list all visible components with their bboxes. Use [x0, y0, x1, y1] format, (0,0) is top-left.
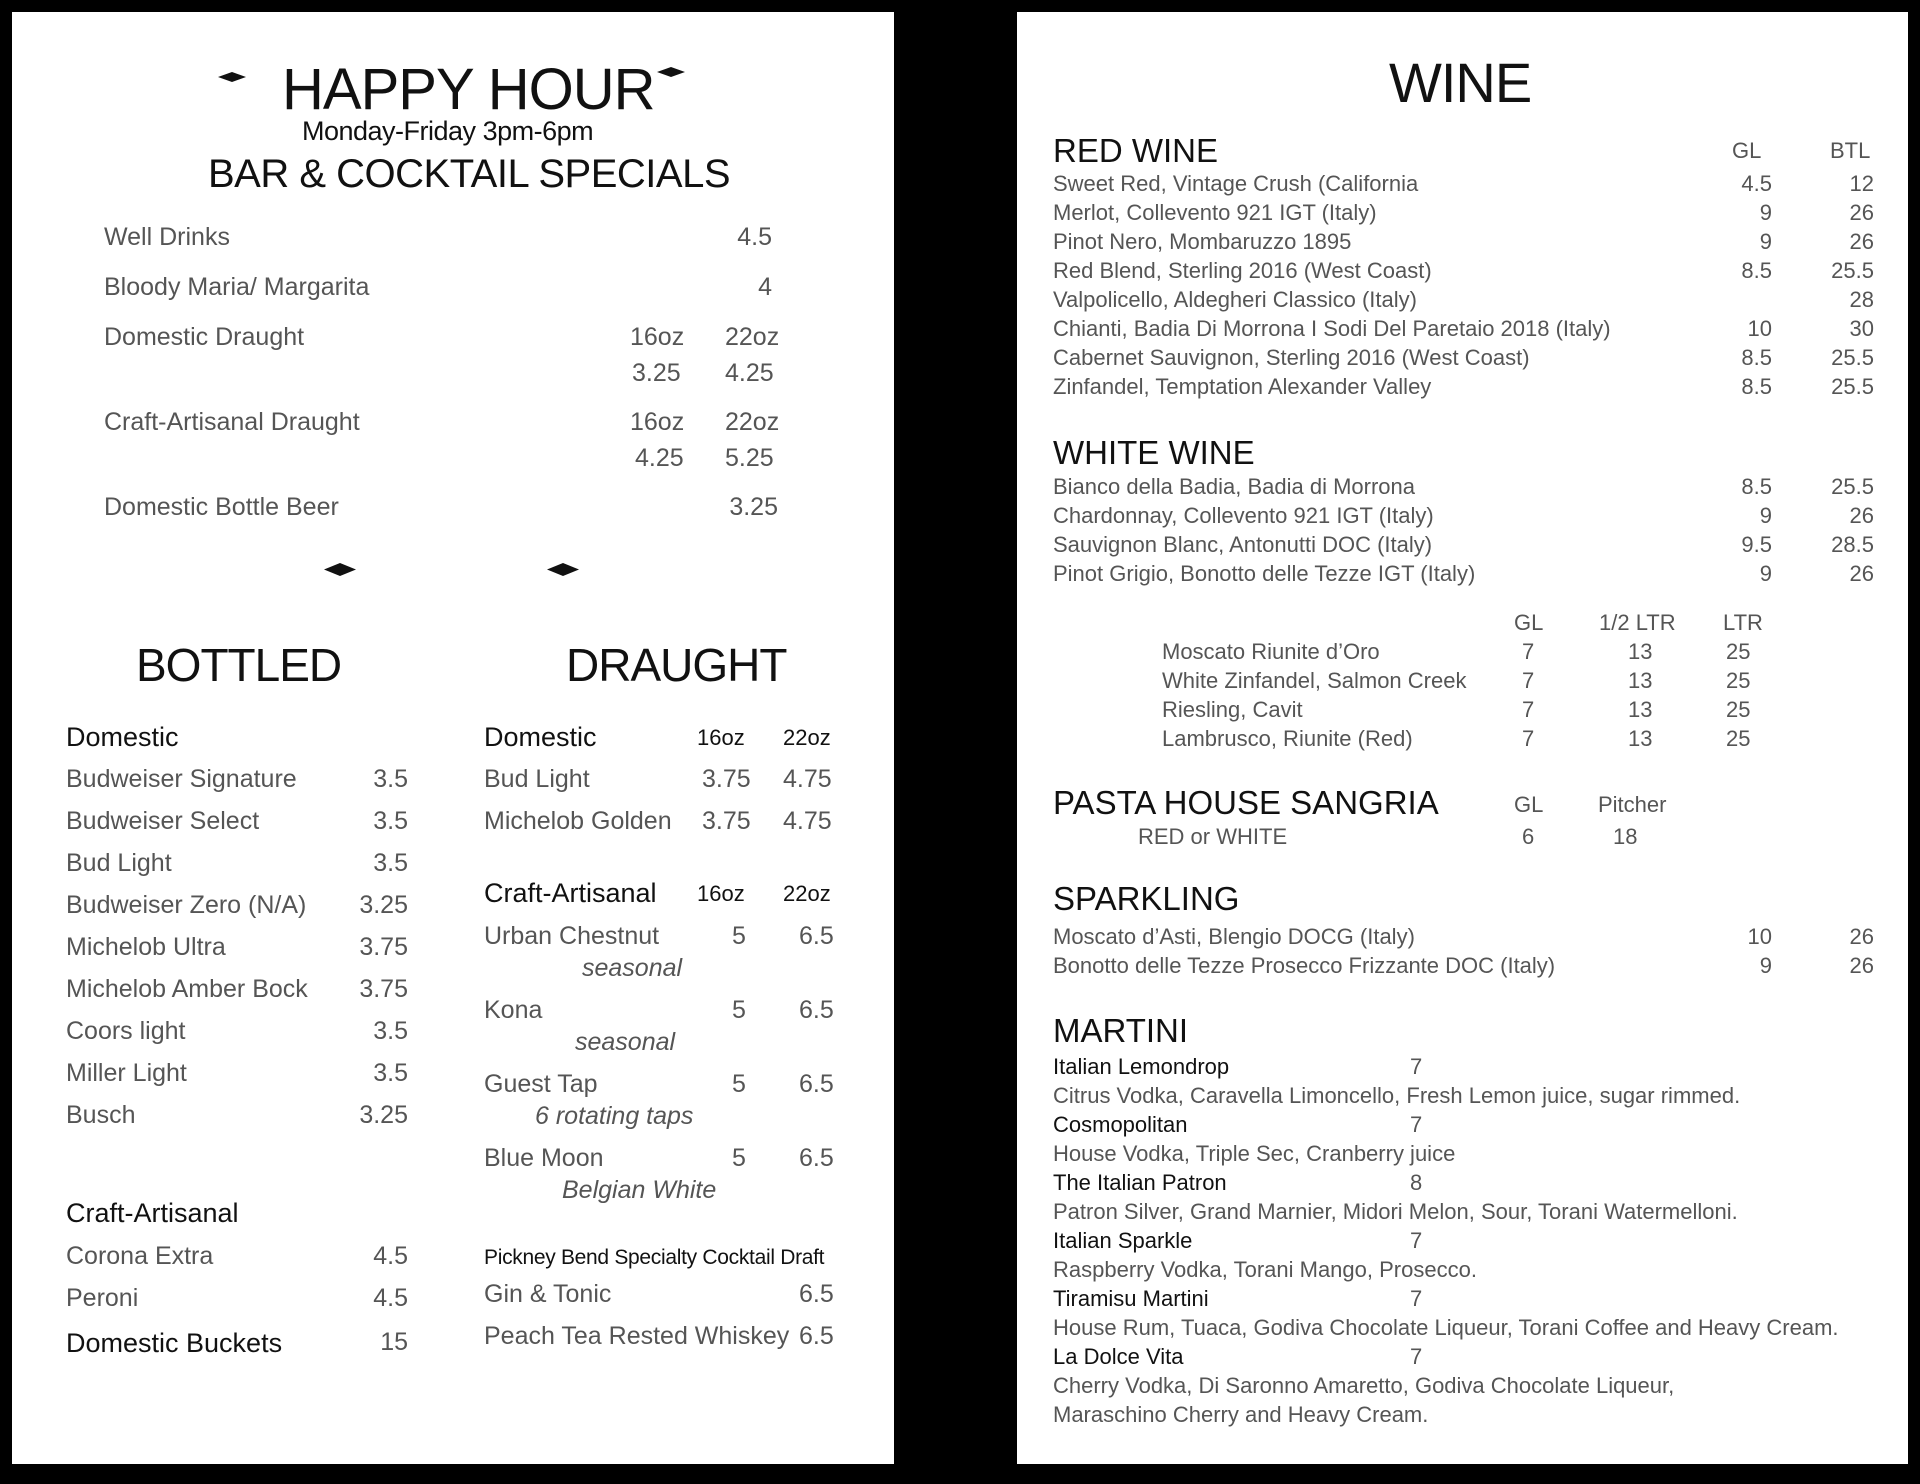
happy-hour-title: HAPPY HOUR [282, 57, 655, 122]
hh-price: 4.25 [635, 444, 684, 472]
bottled-item-name: Busch [66, 1101, 136, 1129]
house-col-header: LTR [1723, 610, 1763, 635]
hh-item-price: 4.5 [737, 223, 772, 251]
draught-item-price: 6.5 [799, 922, 834, 950]
bottled-item-price: 4.5 [373, 1242, 408, 1270]
wine-btl-price: 26 [1849, 561, 1874, 586]
wine-btl-price: 26 [1849, 953, 1874, 978]
draught-item-price: 6.5 [799, 996, 834, 1024]
wine-gl-price: 8.5 [1741, 345, 1772, 370]
wine-gl-price: 8.5 [1741, 474, 1772, 499]
wine-btl-price: 28.5 [1831, 532, 1874, 557]
martini-name: Italian Sparkle [1053, 1228, 1193, 1253]
wine-gl-price: 9 [1759, 200, 1772, 225]
martini-price: 7 [1410, 1286, 1423, 1311]
draught-item-note: seasonal [582, 954, 683, 982]
house-gl-price: 7 [1522, 668, 1535, 693]
martini-description: Patron Silver, Grand Marnier, Midori Melon, Sour, Torani Watermelloni. [1053, 1199, 1738, 1224]
draught-item-note: 6 rotating taps [535, 1102, 694, 1130]
martini-description: Raspberry Vodka, Torani Mango, Prosecco. [1053, 1257, 1477, 1282]
draught-item-name: Urban Chestnut [484, 922, 660, 950]
wine-btl-price: 12 [1849, 171, 1874, 196]
wine-btl-price: 26 [1849, 924, 1874, 949]
house-half-price: 13 [1628, 697, 1653, 722]
draught-item-name: Guest Tap [484, 1070, 598, 1098]
hh-size: 16oz [630, 323, 685, 351]
red-wine-heading: RED WINE [1053, 132, 1218, 169]
martini-price: 7 [1410, 1344, 1423, 1369]
martini-price: 7 [1410, 1054, 1423, 1079]
bottled-item-price: 3.5 [373, 1017, 408, 1045]
house-ltr-price: 25 [1726, 668, 1751, 693]
bottled-item-name: Miller Light [66, 1059, 187, 1087]
bottled-item-name: Budweiser Signature [66, 765, 297, 793]
bottled-item-name: Michelob Ultra [66, 933, 226, 961]
hh-item-name: Well Drinks [104, 223, 230, 251]
hh-item-price: 4 [758, 273, 772, 301]
house-wine-name: Moscato Riunite d’Oro [1162, 639, 1380, 664]
draught-item-name: Kona [484, 996, 543, 1024]
house-ltr-price: 25 [1726, 697, 1751, 722]
house-gl-price: 7 [1522, 639, 1535, 664]
draught-item-price: 5 [732, 1070, 746, 1098]
bottled-item-name: Budweiser Select [66, 807, 260, 835]
draught-item-price: 5 [732, 1144, 746, 1172]
wine-gl-price: 10 [1747, 316, 1772, 341]
happy-hour-subtitle: BAR & COCKTAIL SPECIALS [208, 152, 730, 196]
martini-name: Italian Lemondrop [1053, 1054, 1230, 1079]
bottled-item-price: 3.75 [359, 933, 408, 961]
house-gl-price: 7 [1522, 697, 1535, 722]
house-ltr-price: 25 [1726, 726, 1751, 751]
bottled-item-price: 4.5 [373, 1284, 408, 1312]
martini-description: Maraschino Cherry and Heavy Cream. [1053, 1402, 1429, 1427]
martini-price: 7 [1410, 1112, 1423, 1137]
sangria-gl-price: 6 [1522, 824, 1535, 849]
wine-gl-price: 9.5 [1741, 532, 1772, 557]
martini-name: The Italian Patron [1053, 1170, 1227, 1195]
hh-size: 22oz [725, 408, 780, 436]
bottled-domestic-heading: Domestic [66, 722, 179, 752]
wine-gl-price: 8.5 [1741, 374, 1772, 399]
hh-price: 5.25 [725, 444, 774, 472]
draught-title: DRAUGHT [566, 639, 787, 691]
house-gl-price: 7 [1522, 726, 1535, 751]
bottled-title: BOTTLED [136, 639, 342, 691]
cocktail-price: 6.5 [799, 1280, 834, 1308]
bottled-item-price: 3.75 [359, 975, 408, 1003]
draught-item-price: 4.75 [783, 765, 832, 793]
wine-btl-price: 26 [1849, 503, 1874, 528]
hh-price: 3.25 [632, 359, 681, 387]
house-wine-name: Riesling, Cavit [1162, 697, 1303, 722]
draught-item-price: 6.5 [799, 1070, 834, 1098]
bottled-item-price: 3.5 [373, 849, 408, 877]
wine-item-name: Bonotto delle Tezze Prosecco Frizzante DOC (Italy) [1053, 953, 1556, 978]
martini-description: House Vodka, Triple Sec, Cranberry juice [1053, 1141, 1456, 1166]
martini-name: Tiramisu Martini [1053, 1286, 1209, 1311]
wine-item-name: Merlot, Collevento 921 IGT (Italy) [1053, 200, 1377, 225]
happy-hour-days: Monday-Friday 3pm-6pm [302, 116, 594, 146]
draught-item-price: 3.75 [702, 765, 751, 793]
hh-item-name: Domestic Bottle Beer [104, 493, 339, 521]
hh-size: 22oz [725, 323, 780, 351]
wine-btl-price: 28 [1849, 287, 1874, 312]
house-col-header: GL [1514, 610, 1544, 635]
bottled-item-price: 3.25 [359, 1101, 408, 1129]
martini-price: 7 [1410, 1228, 1423, 1253]
cocktail-draft-heading: Pickney Bend Specialty Cocktail Draft [484, 1246, 825, 1269]
sangria-item: RED or WHITE [1138, 824, 1288, 849]
sangria-col-pitcher: Pitcher [1598, 792, 1667, 817]
col-gl-header: GL [1732, 138, 1762, 163]
bottled-item-name: Coors light [66, 1017, 186, 1045]
wine-gl-price: 9 [1759, 503, 1772, 528]
wine-item-name: Chianti, Badia Di Morrona I Sodi Del Paretaio 2018 (Italy) [1053, 316, 1611, 341]
hh-item-name: Domestic Draught [104, 323, 305, 351]
sparkling-heading: SPARKLING [1053, 880, 1240, 917]
wine-page [1017, 12, 1908, 1464]
bottled-item-name: Corona Extra [66, 1242, 214, 1270]
cocktail-name: Gin & Tonic [484, 1280, 612, 1308]
hh-item-name: Craft-Artisanal Draught [104, 408, 360, 436]
wine-item-name: Valpolicello, Aldegheri Classico (Italy) [1053, 287, 1417, 312]
wine-gl-price: 10 [1747, 924, 1772, 949]
draught-size-header: 22oz [783, 881, 831, 906]
bottled-item-price: 3.5 [373, 1059, 408, 1087]
wine-btl-price: 25.5 [1831, 474, 1874, 499]
bottled-item-price: 3.5 [373, 807, 408, 835]
wine-btl-price: 26 [1849, 229, 1874, 254]
draught-item-note: seasonal [575, 1028, 676, 1056]
draught-item-name: Michelob Golden [484, 807, 672, 835]
bottled-item-price: 3.5 [373, 765, 408, 793]
draught-craft-heading: Craft-Artisanal [484, 878, 657, 908]
bottled-buckets-price: 15 [380, 1328, 408, 1356]
house-col-header: 1/2 LTR [1599, 610, 1676, 635]
house-wine-name: Lambrusco, Riunite (Red) [1162, 726, 1413, 751]
martini-description: House Rum, Tuaca, Godiva Chocolate Liqueur, Torani Coffee and Heavy Cream. [1053, 1315, 1839, 1340]
wine-btl-price: 26 [1849, 200, 1874, 225]
wine-btl-price: 25.5 [1831, 258, 1874, 283]
hh-item-name: Bloody Maria/ Margarita [104, 273, 370, 301]
bottled-item-name: Bud Light [66, 849, 172, 877]
house-half-price: 13 [1628, 726, 1653, 751]
draught-item-price: 5 [732, 922, 746, 950]
col-btl-header: BTL [1830, 138, 1871, 163]
martini-description: Citrus Vodka, Caravella Limoncello, Fresh Lemon juice, sugar rimmed. [1053, 1083, 1741, 1108]
draught-domestic-heading: Domestic [484, 722, 597, 752]
house-half-price: 13 [1628, 668, 1653, 693]
happy-hour-page [12, 12, 894, 1464]
draught-size-header: 22oz [783, 725, 831, 750]
draught-size-header: 16oz [697, 725, 745, 750]
draught-item-name: Blue Moon [484, 1144, 604, 1172]
hh-item-price: 3.25 [729, 493, 778, 521]
wine-title: WINE [1389, 51, 1532, 114]
house-ltr-price: 25 [1726, 639, 1751, 664]
hh-size: 16oz [630, 408, 685, 436]
wine-item-name: Sweet Red, Vintage Crush (California [1053, 171, 1419, 196]
draught-item-note: Belgian White [562, 1176, 717, 1204]
wine-btl-price: 25.5 [1831, 374, 1874, 399]
bottled-item-name: Peroni [66, 1284, 139, 1312]
wine-item-name: Moscato d’Asti, Blengio DOCG (Italy) [1053, 924, 1415, 949]
wine-btl-price: 25.5 [1831, 345, 1874, 370]
wine-btl-price: 30 [1849, 316, 1874, 341]
white-wine-heading: WHITE WINE [1053, 434, 1255, 471]
bottled-item-price: 3.25 [359, 891, 408, 919]
wine-item-name: Pinot Grigio, Bonotto delle Tezze IGT (Italy) [1053, 561, 1476, 586]
draught-item-price: 3.75 [702, 807, 751, 835]
bottled-craft-heading: Craft-Artisanal [66, 1198, 239, 1228]
cocktail-name: Peach Tea Rested Whiskey [484, 1322, 790, 1350]
wine-item-name: Bianco della Badia, Badia di Morrona [1053, 474, 1416, 499]
wine-gl-price: 4.5 [1741, 171, 1772, 196]
draught-item-name: Bud Light [484, 765, 590, 793]
bottled-item-name: Michelob Amber Bock [66, 975, 308, 1003]
wine-item-name: Cabernet Sauvignon, Sterling 2016 (West Coast) [1053, 345, 1530, 370]
wine-item-name: Zinfandel, Temptation Alexander Valley [1053, 374, 1432, 399]
martini-name: Cosmopolitan [1053, 1112, 1188, 1137]
house-wine-name: White Zinfandel, Salmon Creek [1162, 668, 1467, 693]
sangria-heading: PASTA HOUSE SANGRIA [1053, 784, 1439, 821]
house-half-price: 13 [1628, 639, 1653, 664]
bottled-buckets-name: Domestic Buckets [66, 1328, 283, 1358]
draught-item-price: 6.5 [799, 1144, 834, 1172]
wine-gl-price: 8.5 [1741, 258, 1772, 283]
sangria-pitcher-price: 18 [1613, 824, 1638, 849]
sangria-col-gl: GL [1514, 792, 1544, 817]
cocktail-price: 6.5 [799, 1322, 834, 1350]
wine-gl-price: 9 [1759, 229, 1772, 254]
martini-price: 8 [1410, 1170, 1423, 1195]
wine-item-name: Red Blend, Sterling 2016 (West Coast) [1053, 258, 1432, 283]
wine-item-name: Pinot Nero, Mombaruzzo 1895 [1053, 229, 1352, 254]
wine-item-name: Chardonnay, Collevento 921 IGT (Italy) [1053, 503, 1434, 528]
martini-description: Cherry Vodka, Di Saronno Amaretto, Godiva Chocolate Liqueur, [1053, 1373, 1675, 1398]
wine-gl-price: 9 [1759, 953, 1772, 978]
hh-price: 4.25 [725, 359, 774, 387]
wine-gl-price: 9 [1759, 561, 1772, 586]
martini-name: La Dolce Vita [1053, 1344, 1184, 1369]
martini-heading: MARTINI [1053, 1012, 1189, 1049]
wine-item-name: Sauvignon Blanc, Antonutti DOC (Italy) [1053, 532, 1433, 557]
draught-item-price: 5 [732, 996, 746, 1024]
draught-size-header: 16oz [697, 881, 745, 906]
bottled-item-name: Budweiser Zero (N/A) [66, 891, 307, 919]
draught-item-price: 4.75 [783, 807, 832, 835]
